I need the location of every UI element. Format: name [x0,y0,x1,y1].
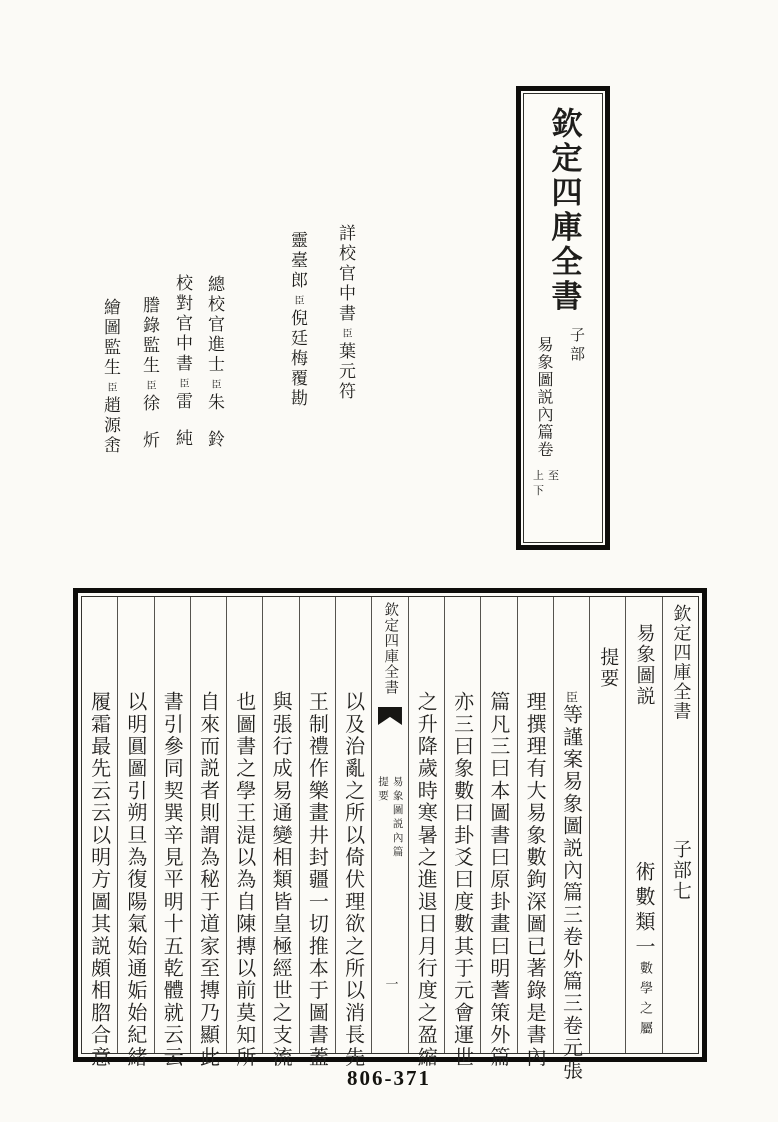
opening-honorific: 臣 [564,691,579,704]
abstract-text-column [299,597,335,1069]
abstract-text [269,691,294,1069]
abstract-text-column [154,597,190,1069]
series-main-title: 欽定四庫全書 [545,107,582,314]
abstract-text-run: 書引參同契巽辛見平明十五乾體就云云 [160,691,185,1069]
abstract-text [450,691,475,1069]
abstract-text-column [444,597,480,1069]
official-role: 詳校官中書 [335,224,355,324]
volume-range [533,469,563,499]
folio-number: 806-371 [347,1066,431,1090]
official-role: 繪圖監生 [100,298,120,378]
abstract-text [341,691,366,1069]
abstract-text-run: 以及治亂之所以倚伏理欲之所以消長先 [341,691,366,1069]
abstract-text [305,691,330,1069]
fold-section: 提要 [376,776,389,804]
fishtail-icon [378,707,402,725]
abstract-text-run: 篇凡三曰本圖書曰原卦畫曰明蓍策外篇 [486,691,511,1069]
abstract-text-run: 履霜最先云云以明方圖其説頗相脗合意 [87,691,112,1069]
book-title: 易象圖説 [633,623,656,707]
center-fold-column [371,597,407,1053]
abstract-text-run: 等謹案易象圖説內篇三卷外篇三卷元張 [559,704,584,1082]
book-category-note: 數學之屬 [637,961,653,1041]
official-honorific: 臣 [177,378,188,389]
official-name: 雷純 [172,392,192,466]
official-honorific: 臣 [105,382,116,393]
official-role: 靈臺郎 [287,231,307,291]
official-honorific: 臣 [209,379,220,390]
book-category-label: 術數類一 [632,861,657,961]
abstract-text [414,691,439,1069]
fold-page-number: 一 [382,977,398,990]
official-honorific: 臣 [292,295,303,306]
abstract-text-run: 王制禮作樂畫井封疆一切推本于圖書蓋 [305,691,330,1069]
series-section: 子部七 [669,839,692,902]
series-title: 欽定四庫全書 [670,604,692,721]
official-name: 葉元符 [335,342,355,402]
official-honorific: 臣 [144,380,155,391]
fold-small-text [375,776,404,860]
abstract-text-run: 也圖書之學王湜以為自陳摶以前莫知所 [232,691,257,1069]
official-column [288,231,305,409]
abstract-text [196,691,221,1069]
abstract-text-column [408,597,444,1069]
official-column [336,224,353,402]
fold-series-title: 欽定四庫全書 [382,602,399,695]
official-column [173,274,190,466]
category-label: 子部 [568,327,586,365]
official-role: 校對官中書 [172,274,192,374]
abstract-text-run: 之升降歲時寒暑之進退日月行度之盈縮 [414,691,439,1069]
heading-column [589,597,625,1053]
abstract-text-run: 以明圓圖引朔旦為復陽氣始通姤始紀緒 [123,691,148,1069]
section-heading: 提要 [597,647,620,689]
abstract-text-column [226,597,262,1069]
abstract-text-run: 與張行成易通變相類皆皇極經世之支流 [269,691,294,1069]
book-title-column [625,597,661,1053]
abstract-text [123,691,148,1069]
abstract-text [87,691,112,1069]
abstract-text-column [117,597,153,1069]
abstract-text [523,691,548,1069]
official-name: 趙源峹 [100,396,120,456]
abstract-text-column [553,597,589,1082]
abstract-text [559,691,584,1082]
official-suffix: 覆勘 [287,369,307,409]
official-name: 朱鈴 [204,393,224,467]
official-honorific: 臣 [340,328,351,339]
abstract-text-column [82,597,117,1069]
title-box [516,86,610,550]
official-name: 倪廷梅 [287,309,307,369]
official-column [140,296,157,468]
series-title-column [662,597,698,1053]
abstract-text-column [190,597,226,1069]
fold-book-title: 易象圖説內篇 [391,776,404,860]
book-category [632,861,657,1041]
abstract-text-column [480,597,516,1069]
volume-range-end: 下 [533,483,548,497]
abstract-text [486,691,511,1069]
abstract-text-run: 亦三曰象數曰卦爻曰度數其于元會運世 [450,691,475,1069]
abstract-text [232,691,257,1069]
book-title-label: 易象圖説內篇卷 [535,336,554,459]
official-role: 總校官進士 [204,275,224,375]
abstract-text-run: 理撰理有大易象數鉤深圖已著錄是書內 [523,691,548,1069]
abstract-text-column [335,597,371,1069]
abstract-text-column [517,597,553,1069]
abstract-text-run: 自來而説者則謂為秘于道家至摶乃顯此 [196,691,221,1069]
official-role: 謄錄監生 [139,296,159,376]
official-column [101,298,118,456]
abstract-text-column [262,597,298,1069]
official-column [205,275,222,467]
volume-range-start: 上至 [533,469,563,482]
official-name: 徐炘 [139,394,159,468]
abstract-text [160,691,185,1069]
